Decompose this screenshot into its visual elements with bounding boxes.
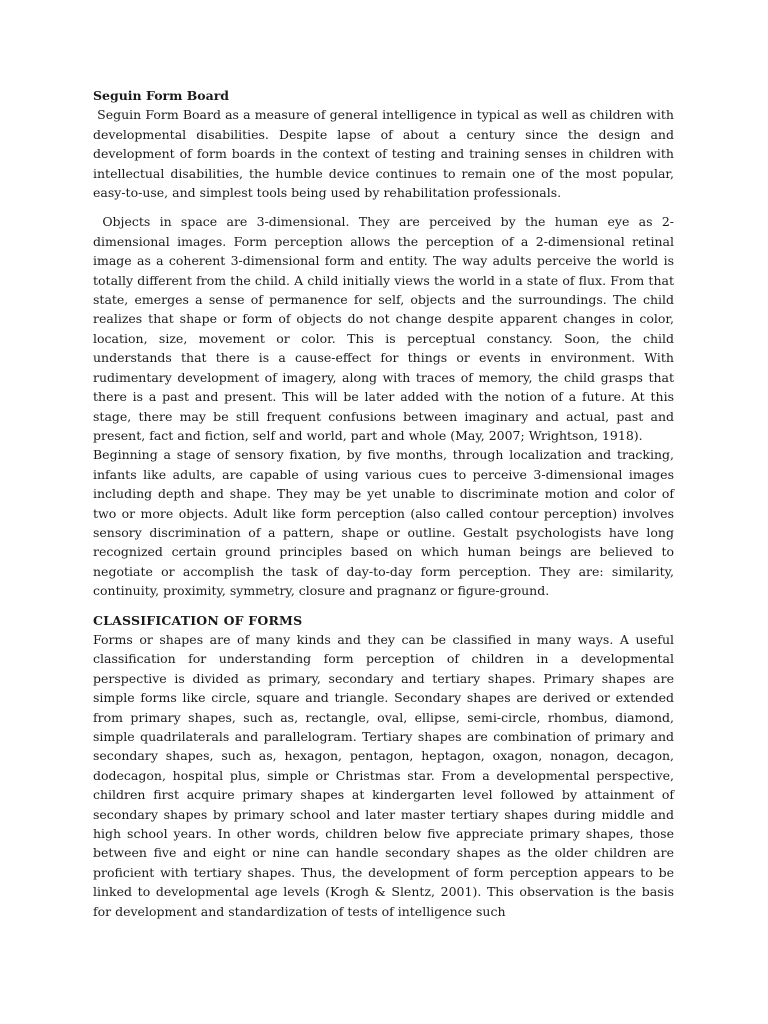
- paragraph-intro: Seguin Form Board as a measure of general intelligence in typical as well as children with developmental disabilities. Despite lapse of about a century since the design and development of form boards in the context of testing and training senses in children with intellectual disabilities, the humble device continues to remain one of the most popular, easy-to-use, and simplest tools being used by rehabilitation professionals.: [93, 107, 678, 201]
- paragraph-sensory-fixation: Beginning a stage of sensory fixation, by five months, through localization and tracking, infants like adults, are capable of using various cues to perceive 3-dimensional images including depth and shape. They may be yet unable to discriminate motion and color of two or more objects. Adult like form perception (also called contour perception) involves sensory discrimination of a pattern, shape or outline. Gestalt psychologists have long recognized certain ground principles based on which human beings are believed to negotiate or accomplish the task of day-to-day form perception. They are: similarity, continuity, proximity, symmetry, closure and pragnanz or figure-ground.: [93, 447, 678, 599]
- document-page: [93, 86, 678, 921]
- document-heading: Seguin Form Board: [93, 88, 230, 103]
- paragraph-classification: Forms or shapes are of many kinds and they can be classified in many ways. A useful classification for understanding form perception of children in a developmental perspective is divided as primary, secondary and tertiary shapes. Primary shapes are simple forms like circle, square and triangle. Secondary shapes are derived or extended from primary shapes, such as, rectangle, oval, ellipse, semi-circle, rhombus, diamond, simple quadrilaterals and parallelogram. Tertiary shapes are combination of primary and secondary shapes, such as, hexagon, pentagon, heptagon, oxagon, nonagon, decagon, dodecagon, hospital plus, simple or Christmas star. From a developmental perspective, children first acquire primary shapes at kindergarten level followed by attainment of secondary shapes by primary school and later master tertiary shapes during middle and high school years. In other words, children below five appreciate primary shapes, those between five and eight or nine can handle secondary shapes as the older children are proficient with tertiary shapes. Thus, the development of form perception appears to be linked to developmental age levels (Krogh & Slentz, 2001). This observation is the basis for development and standardization of tests of intelligence such: [93, 631, 678, 919]
- section-heading-classification: CLASSIFICATION OF FORMS: [93, 612, 303, 628]
- paragraph-objects-in-space: Objects in space are 3-dimensional. They are perceived by the human eye as 2-dimensional images. Form perception allows the perception of a 2-dimensional retinal image as a coherent 3-dimensional form and entity. The way adults perceive the world is totally different from the child. A child initially views the world in a state of flux. From that state, emerges a sense of permanence for self, objects and the surroundings. The child realizes that shape or form of objects do not change despite apparent changes in color, location, size, movement or color. This is perceptual constancy. Soon, the child understands that there is a cause-effect for things or events in environment. With rudimentary development of imagery, along with traces of memory, the child grasps that there is a past and present. This will be later added with the notion of a future. At this stage, there may be still frequent confusions between imaginary and actual, past and present, fact and fiction, self and world, part and whole (May, 2007; Wrightson, 1918).: [93, 214, 678, 443]
